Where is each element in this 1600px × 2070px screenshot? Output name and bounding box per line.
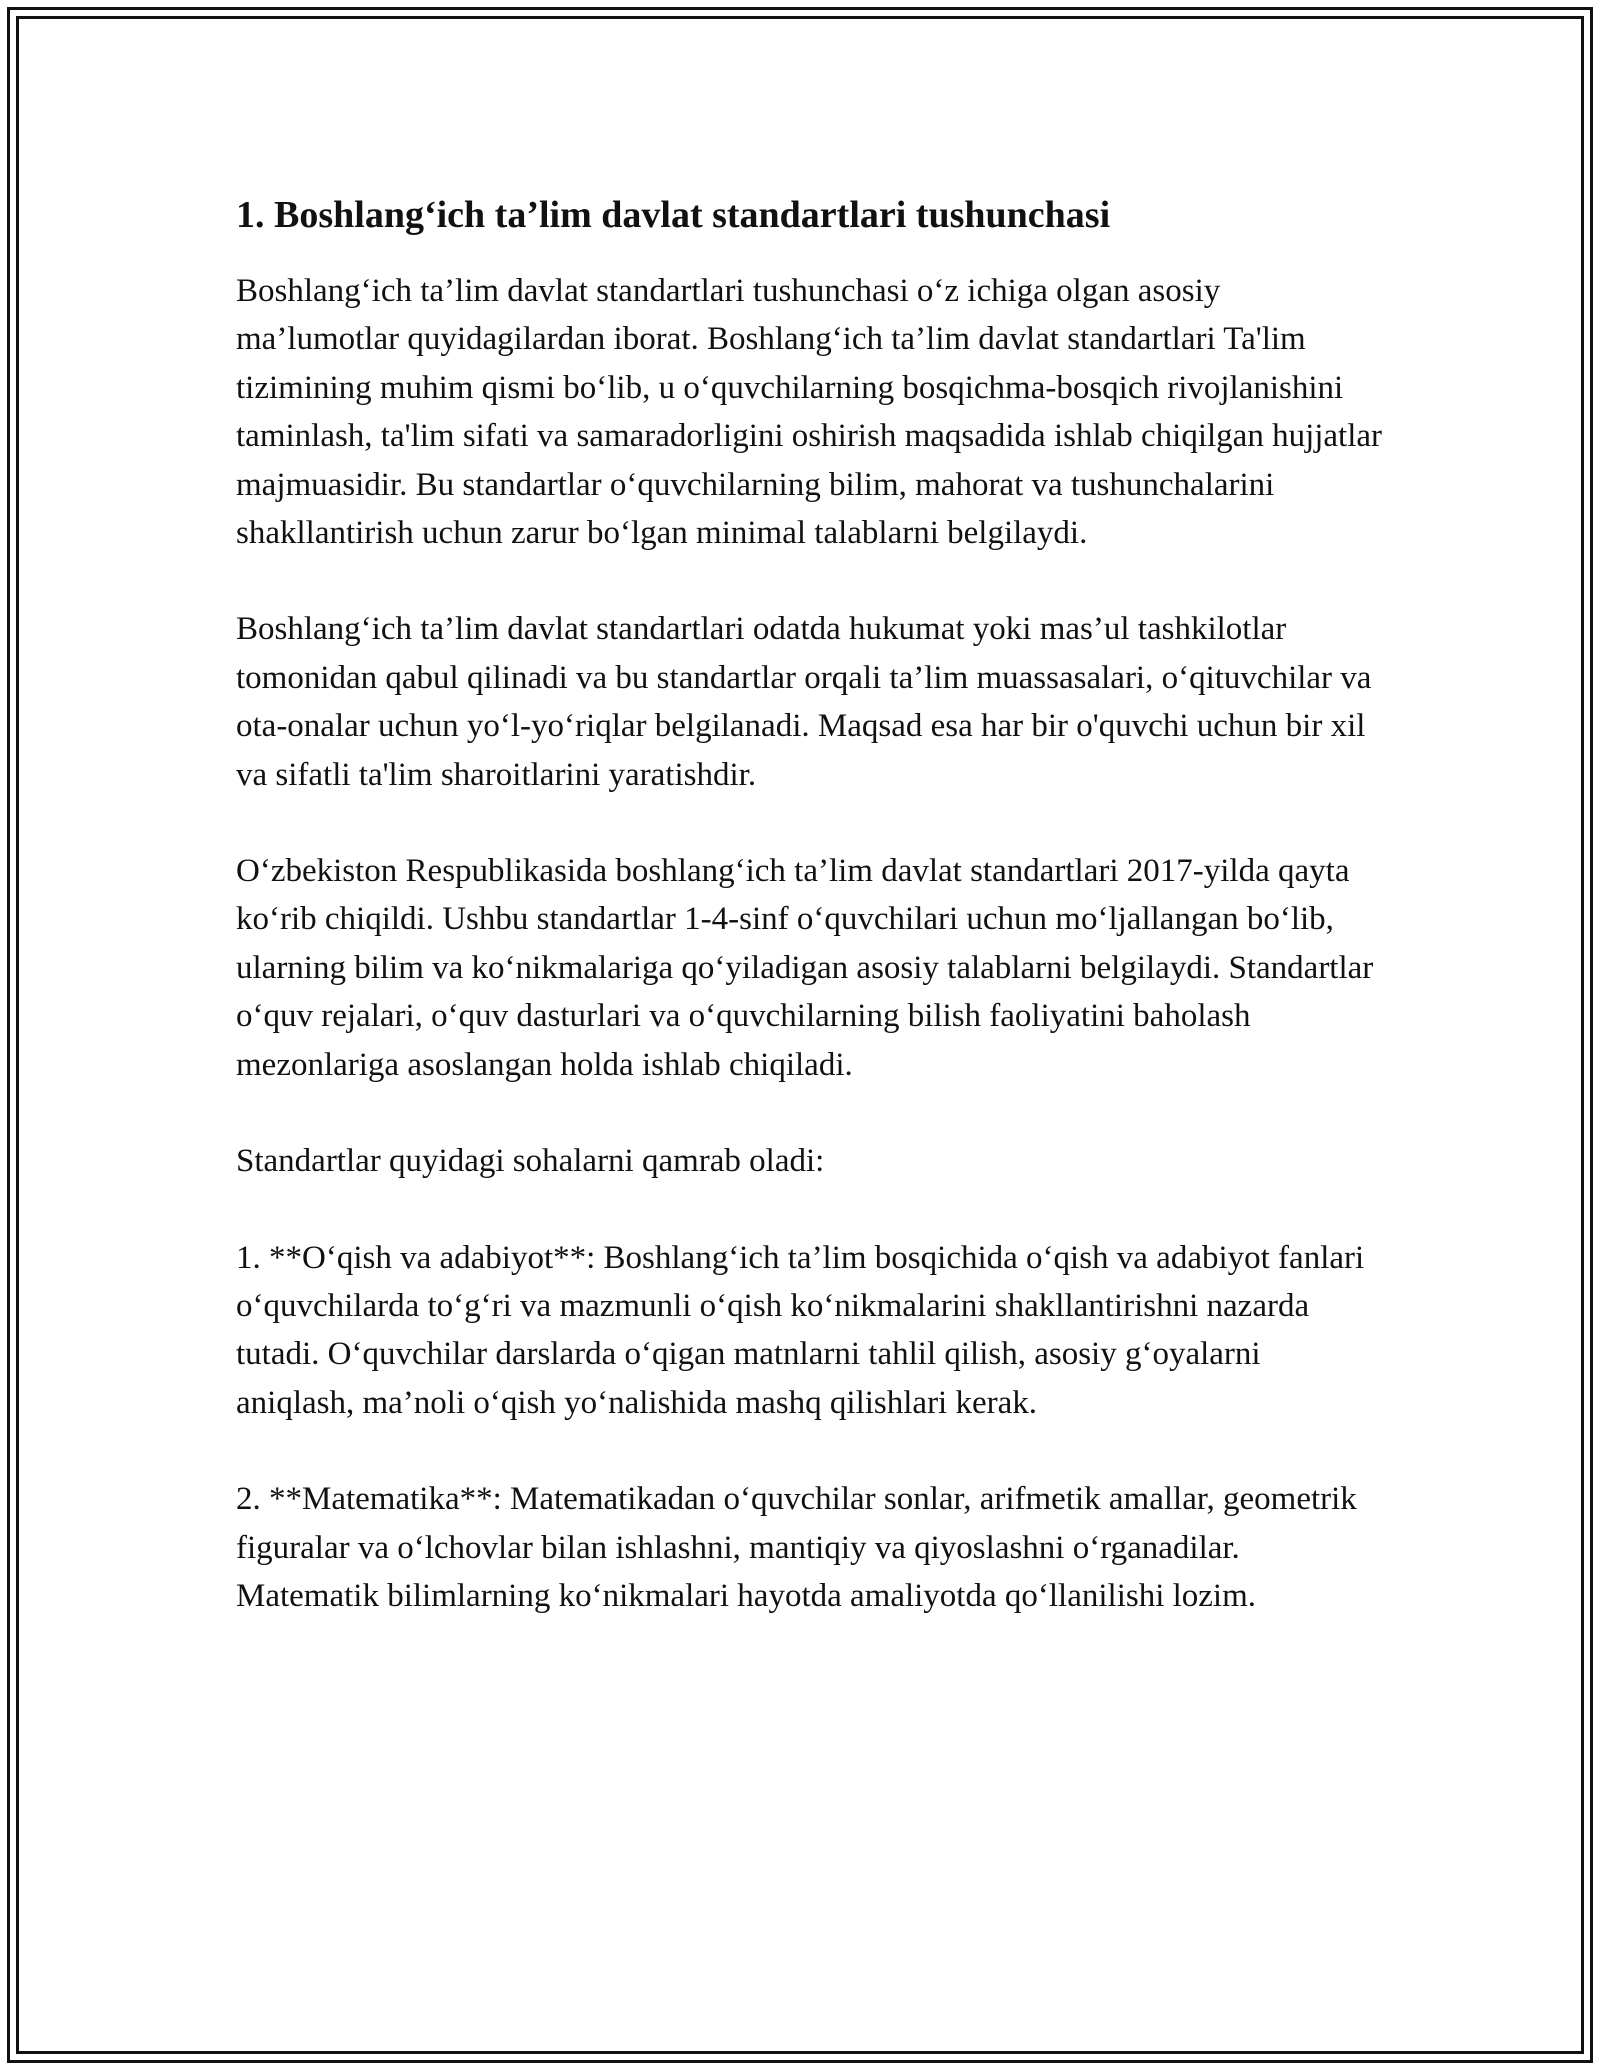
section-heading: 1. Boshlang‘ich ta’lim davlat standartlari tushunchasi — [236, 194, 1111, 236]
paragraph-uzbekistan: O‘zbekiston Respublikasida boshlang‘ich ta’lim davlat standartlari 2017-yilda qayta ko‘rib chiqildi. Ushbu standartlar 1-4-sinf o‘quvchilari uchun mo‘ljallangan bo‘lib, ularning bilim va ko‘nikmalariga qo‘yiladigan asosiy talablarni belgilaydi. Standartlar o‘quv rejalari, o‘quv dasturlari va o‘quvchilarning bilish faoliyatini baholash mezonlariga asoslangan holda ishlab chiqiladi. — [236, 853, 1374, 1083]
list-item-math: 2. **Matematika**: Matematikadan o‘quvchilar sonlar, arifmetik amallar, geometrik figuralar va o‘lchovlar bilan ishlashni, mantiqiy va qiyoslashni o‘rganadilar. Matematik bilimlarning ko‘nikmalari hayotda amaliyotda qo‘llanilishi lozim. — [236, 1481, 1357, 1614]
paragraph-definition: Boshlang‘ich ta’lim davlat standartlari tushunchasi o‘z ichiga olgan asosiy ma’lumotlar quyidagilardan iborat. Boshlang‘ich ta’lim davlat standartlari Ta'lim tizimining muhim qismi bo‘lib, u o‘quvchilarning bosqichma-bosqich rivojlanishini taminlash, ta'lim sifati va samaradorligini oshirish maqsadida ishlab chiqilgan hujjatlar majmuasidir. Bu standartlar o‘quvchilarning bilim, mahorat va tushunchalarini shakllantirish uchun zarur bo‘lgan minimal talablarni belgilaydi. — [236, 273, 1383, 552]
document-body — [236, 185, 1386, 1620]
paragraph-adoption: Boshlang‘ich ta’lim davlat standartlari odatda hukumat yoki mas’ul tashkilotlar tomonidan qabul qilinadi va bu standartlar orqali ta’lim muassasalari, o‘qituvchilar va ota-onalar uchun yo‘l-yo‘riqlar belgilanadi. Maqsad esa har bir o'quvchi uchun bir xil va sifatli ta'lim sharoitlarini yaratishdir. — [236, 611, 1372, 793]
paragraph-areas-intro: Standartlar quyidagi sohalarni qamrab oladi: — [236, 1143, 825, 1180]
list-item-reading: 1. **O‘qish va adabiyot**: Boshlang‘ich ta’lim bosqichida o‘qish va adabiyot fanlari o‘quvchilarda to‘g‘ri va mazmunli o‘qish ko‘nikmalarini shakllantirishni nazarda tutadi. O‘quvchilar darslarda o‘qigan matnlarni tahlil qilish, asosiy g‘oyalarni aniqlash, ma’noli o‘qish yo‘nalishida mashq qilishlari kerak. — [236, 1239, 1365, 1421]
